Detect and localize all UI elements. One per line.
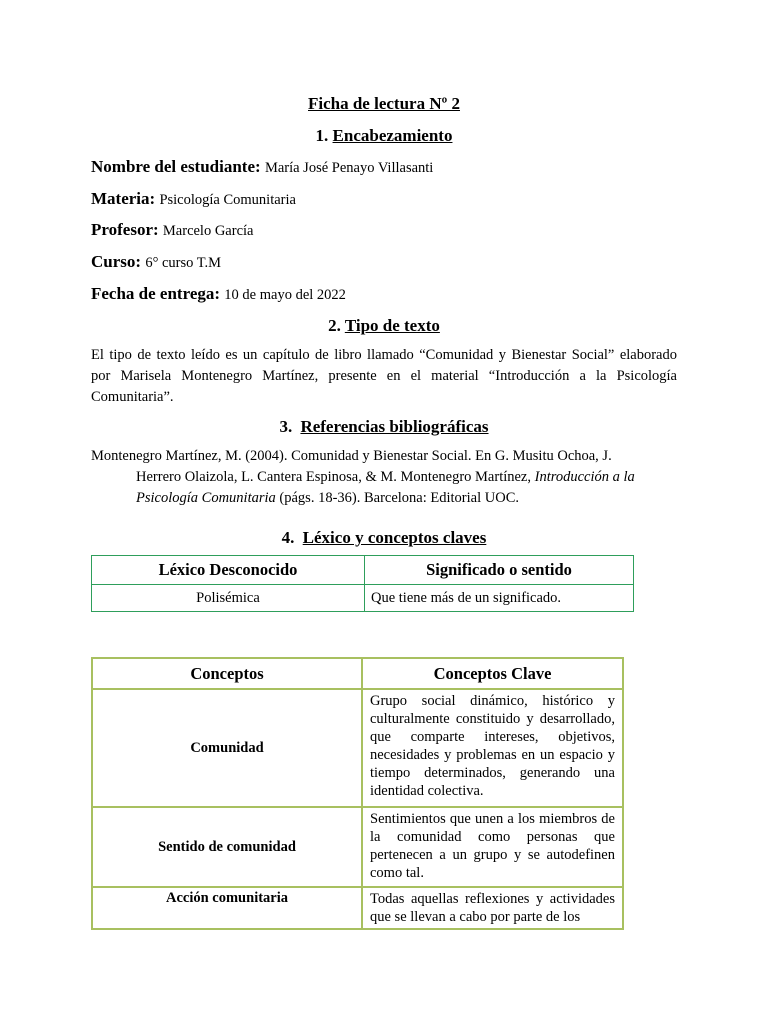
lexicon-table (91, 555, 634, 612)
reference-line: Montenegro Martínez, M. (2004). Comunidad y Bienestar Social. En G. Musitu Ochoa, J. (91, 448, 612, 464)
concept-name: Sentido de comunidad (92, 807, 362, 887)
teacher-field (91, 220, 253, 240)
course-value: 6° curso T.M (145, 255, 222, 271)
concept-definition: Todas aquellas reflexiones y actividades que se llevan a cabo por parte de los (362, 887, 623, 929)
concept-definition: Grupo social dinámico, histórico y culturalmente constituido y desarrollado, que comparte intereses, objetivos, necesidades y problemas en un espacio y tiempo determinados, generando una identidad colectiva. (362, 689, 623, 807)
table-row (92, 807, 623, 887)
student-value: María José Penayo Villasanti (264, 160, 434, 176)
reference-line (91, 488, 677, 509)
course-label: Curso: (91, 252, 142, 271)
section-3-title: Referencias bibliográficas (300, 417, 489, 436)
lexicon-meaning: Que tiene más de un significado. (365, 585, 634, 612)
column-header: Léxico Desconocido (92, 556, 365, 585)
subject-label: Materia: (91, 189, 156, 208)
reference-publisher: (págs. 18-36). Barcelona: Editorial UOC. (275, 490, 519, 506)
student-field (91, 157, 433, 177)
date-field (91, 284, 346, 304)
date-label: Fecha de entrega: (91, 284, 221, 303)
teacher-value: Marcelo García (162, 223, 254, 239)
concept-name: Acción comunitaria (92, 887, 362, 929)
course-field (91, 252, 221, 272)
teacher-label: Profesor: (91, 220, 159, 239)
column-header: Conceptos (92, 658, 362, 689)
lexicon-term: Polisémica (92, 585, 365, 612)
paragraph-line: El tipo de texto leído es un capítulo de libro llamado “Comunidad y Bienestar Social” elaborado (91, 347, 677, 363)
section-1-number: 1. (315, 126, 329, 145)
section-3-number: 3. (279, 417, 293, 436)
subject-field (91, 189, 296, 209)
paragraph-line: Comunitaria”. (91, 389, 174, 405)
section-2-title: Tipo de texto (344, 316, 440, 335)
concept-definition: Sentimientos que unen a los miembros de la comunidad como personas que pertenecen a un grupo y se autodefinen como tal. (362, 807, 623, 887)
section-1-heading (0, 126, 768, 146)
reference-authors: Herrero Olaizola, L. Cantera Espinosa, & M. Montenegro Martínez, (136, 469, 535, 485)
date-value: 10 de mayo del 2022 (224, 287, 346, 303)
section-4-title: Léxico y conceptos claves (302, 528, 487, 547)
bibliographic-reference (91, 446, 677, 509)
reference-line (91, 467, 677, 488)
section-3-heading (0, 417, 768, 437)
table-row (92, 585, 634, 612)
table-row (92, 689, 623, 807)
section-2-number: 2. (328, 316, 341, 335)
section-1-title: Encabezamiento (332, 126, 453, 145)
column-header: Conceptos Clave (362, 658, 623, 689)
student-label: Nombre del estudiante: (91, 157, 261, 176)
document-title: Ficha de lectura Nº 2 (308, 94, 460, 113)
table-row (92, 887, 623, 929)
concepts-table (91, 657, 624, 930)
paragraph-line: por Marisela Montenegro Martínez, presente en el material “Introducción a la Psicología (91, 368, 677, 384)
section-4-heading (0, 528, 768, 548)
section-2-heading (0, 316, 768, 336)
reference-book-title-cont: Psicología Comunitaria (136, 490, 276, 506)
column-header: Significado o sentido (365, 556, 634, 585)
section-4-number: 4. (281, 528, 295, 547)
concept-name: Comunidad (92, 689, 362, 807)
reference-book-title: Introducción a la (534, 469, 635, 485)
table-header-row (92, 556, 634, 585)
text-type-paragraph (91, 345, 677, 408)
table-header-row (92, 658, 623, 689)
subject-value: Psicología Comunitaria (159, 192, 296, 208)
